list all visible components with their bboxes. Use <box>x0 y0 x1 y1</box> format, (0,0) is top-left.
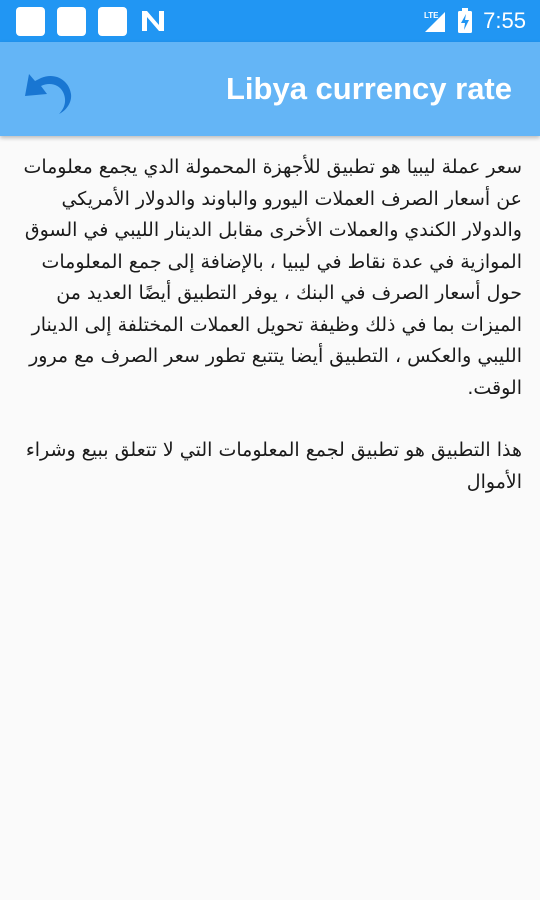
app-bar <box>0 42 540 136</box>
notification-icon <box>57 7 86 36</box>
app-title: Libya currency rate <box>225 71 512 106</box>
lte-signal-icon <box>423 9 447 33</box>
status-time: 7:55 <box>483 8 526 33</box>
notification-icon <box>16 7 45 36</box>
undo-arrow-icon <box>19 60 77 118</box>
status-indicators <box>423 8 526 34</box>
notification-icons <box>16 7 167 36</box>
status-bar <box>0 0 540 42</box>
battery-charging-icon <box>457 8 473 34</box>
network-type-label: LTE <box>424 11 439 20</box>
n-logo-icon <box>139 7 167 35</box>
description-content <box>0 136 540 498</box>
back-button[interactable] <box>18 58 78 120</box>
description-paragraph: سعر عملة ليبيا هو تطبيق للأجهزة المحمولة الدي يجمع معلومات عن أسعار الصرف العملات اليورو والباوند والدولار الأمريكي والدولار الكندي والعملات الأخرى مقابل الدينار الليبي في السوق الموازية في عدة نقاط في ليبيا ، بالإضافة إلى جمع المعلومات حول أسعار الصرف في البنك ، يوفر التطبيق أيضًا العديد من الميزات بما في ذلك وظيفة تحويل العملات المختلفة إلى الدينار الليبي والعكس ، التطبيق أيضا يتتبع تطور سعر الصرف مع مرور الوقت. <box>23 156 522 399</box>
notification-icon <box>98 7 127 36</box>
disclaimer-paragraph: هذا التطبيق هو تطبيق لجمع المعلومات التي لا تتعلق ببيع وشراء الأموال <box>25 439 522 493</box>
